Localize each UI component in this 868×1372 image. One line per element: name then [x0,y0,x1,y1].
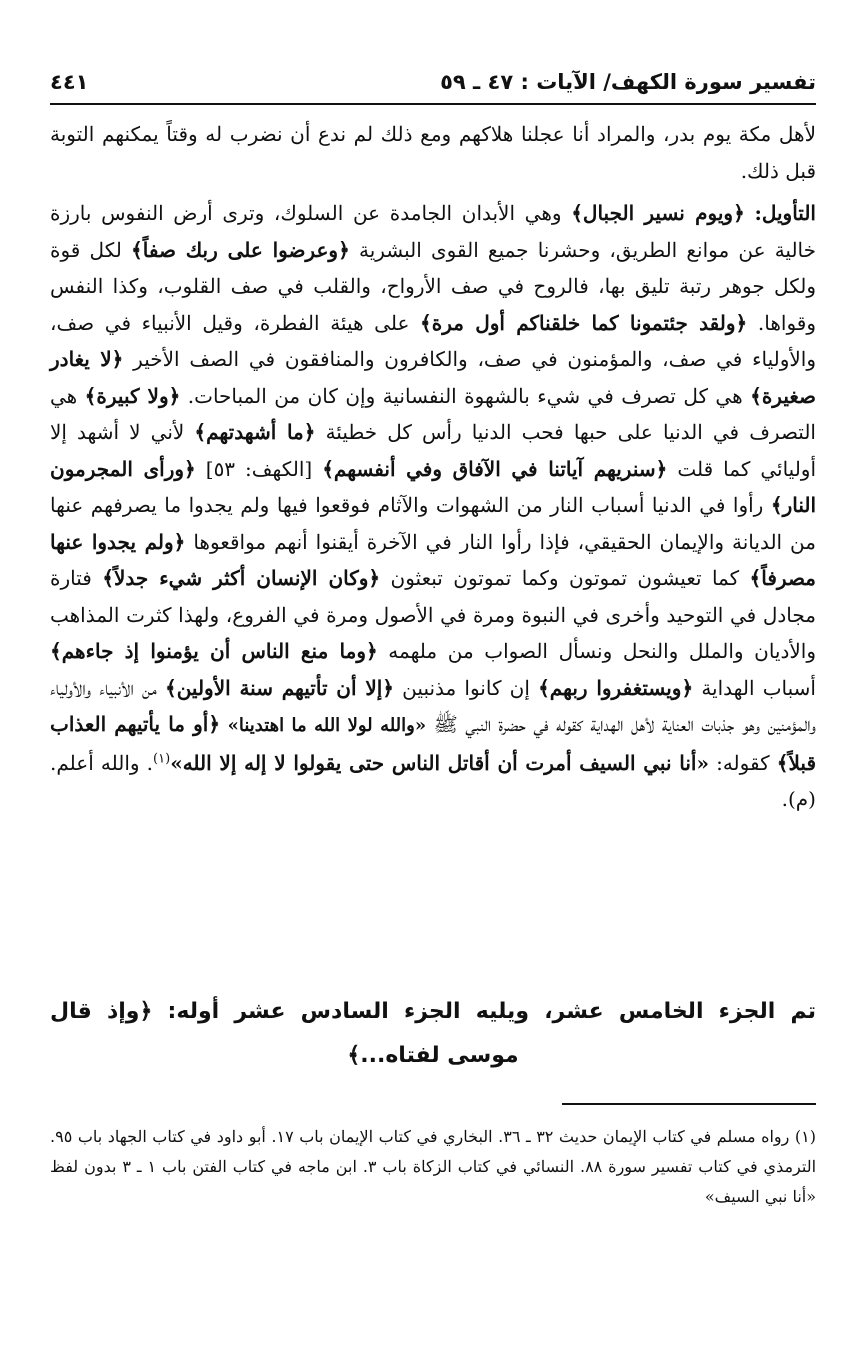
commentary-text: هي التصرف في الدنيا على حبها فحب الدنيا رأس كل خطيئة [50,383,816,444]
commentary-text: . والله أعلم. (م). [50,750,816,811]
commentary-text: فتارة مجادل في التوحيد وأخرى في النبوة ومرة في الأصول ومرة في الفروع، ولهذا كثرت المذاهب والأديان والملل والنحل ونسأل الصواب من ملهمه [50,566,817,663]
running-header [50,62,816,102]
commentary-text: من الأنبياء والأولياء والمؤمنين وهو جذبات العناية لأهل الهداية كقوله في حضرة النبي ﷺ [50,675,816,736]
verse-quote: ﴿ما أشهدتهم﴾ [194,420,316,444]
commentary-text: [الكهف: ٥٣] [195,456,323,481]
commentary-text: كما تعيشون تموتون وكما تموتون تبعثون [380,566,750,590]
commentary-text: لكل قوة ولكل جوهر رتبة تليق بها، فالروح في صف الأرواح، والقلب في صف القلوب، وكذا النفس وقواها. [50,237,816,335]
part-end-note: تم الجزء الخامس عشر، ويليه الجزء السادس عشر أوله: ﴿وإذ قال موسى لفتاه...﴾ [50,999,816,1068]
verse-quote: ﴿ولقد جئتمونا كما خلقناكم أول مرة﴾ [420,310,748,335]
verse-quote: ﴿ورأى المجرمون النار﴾ [50,456,816,517]
footnote-reference[interactable]: (١) [153,750,171,766]
header-divider [50,103,816,105]
verse-quote: ﴿وما منع الناس أن يؤمنوا إذ جاءهم﴾ [50,639,378,663]
commentary-text: كقوله: [708,750,777,775]
hadith-quote: «أنا نبي السيف أمرت أن أقاتل الناس حتى يقولوا لا إله إلا الله» [170,750,709,775]
commentary-text: على هيئة الفطرة، وقيل الأنبياء في صف، والأولياء في صف، والمؤمنون في صف، والكافرون والمنافقون في الصف الأخير [50,310,816,371]
verse-quote: ﴿ولا كبيرة﴾ [84,383,181,408]
hadith-quote: «والله لولا الله ما اهتدينا» [227,715,427,736]
footnote-divider [562,1103,816,1105]
running-title: تفسير سورة الكهف/ الآيات : ٤٧ ـ ٥٩ [440,70,816,94]
commentary-text: رأوا في الدنيا أسباب النار من الشهوات والآثام فوقعوا فيها ولم يجدوا ما يصرفهم عنها من الديانة والإيمان الحقيقي، فإذا رأوا النار في الآخرة أيقنوا أنهم مواقعوها [50,493,816,554]
paragraph-intro: لأهل مكة يوم بدر، والمراد أنا عجلنا هلاكهم ومع ذلك لم ندع أن نضرب له وقتاً يمكنهم التوبة قبل ذلك. [50,122,816,183]
verse-quote: ﴿لا يغادر صغيرة﴾ [50,347,816,408]
commentary-text: إن كانوا مذنبين [394,675,539,700]
paragraph-tawil [50,195,816,818]
commentary-text: هي كل تصرف في شيء بالشهوة النفسانية وإن كان من المباحات. [180,383,751,408]
page-number: ٤٤١ [50,70,89,94]
verse-quote: ﴿ويستغفروا ربهم﴾ [538,675,694,700]
tawil-heading: التأويل: [754,201,816,225]
verse-quote: ﴿إلا أن تأتيهم سنة الأولين﴾ [164,675,395,700]
verse-quote: ﴿ويوم نسير الجبال﴾ [571,201,745,225]
verse-quote: ﴿سنريهم آياتنا في الآفاق وفي أنفسهم﴾ [322,456,668,481]
verse-quote: ﴿أو ما يأتيهم العذاب قبلاً﴾ [50,712,816,775]
commentary-text: أسباب الهداية [693,675,816,700]
verse-quote: ﴿وكان الإنسان أكثر شيء جدلاً﴾ [102,566,381,590]
commentary-text: لأني لا أشهد إلا أوليائي كما قلت [50,420,817,481]
verse-quote: ﴿وعرضوا على ربك صفاً﴾ [131,237,350,262]
main-text [50,116,816,818]
footnote: (١) رواه مسلم في كتاب الإيمان حديث ٣٢ ـ ٣٦. البخاري في كتاب الإيمان باب ١٧. أبو داود في كتاب الجهاد باب ٩٥. الترمذي في كتاب تفسير سورة ٨٨. النسائي في كتاب الزكاة باب ٣. ابن ماجه في كتاب الفتن باب ١ ـ ٣ بدون لفظ «أنا نبي السيف» [50,1127,817,1206]
verse-quote: ﴿ولم يجدوا عنها مصرفاً﴾ [50,529,817,590]
commentary-text: وهي الأبدان الجامدة عن السلوك، وترى أرض النفوس بارزة خالية عن موانع الطريق، وحشرنا جميع القوى البشرية [50,201,817,262]
